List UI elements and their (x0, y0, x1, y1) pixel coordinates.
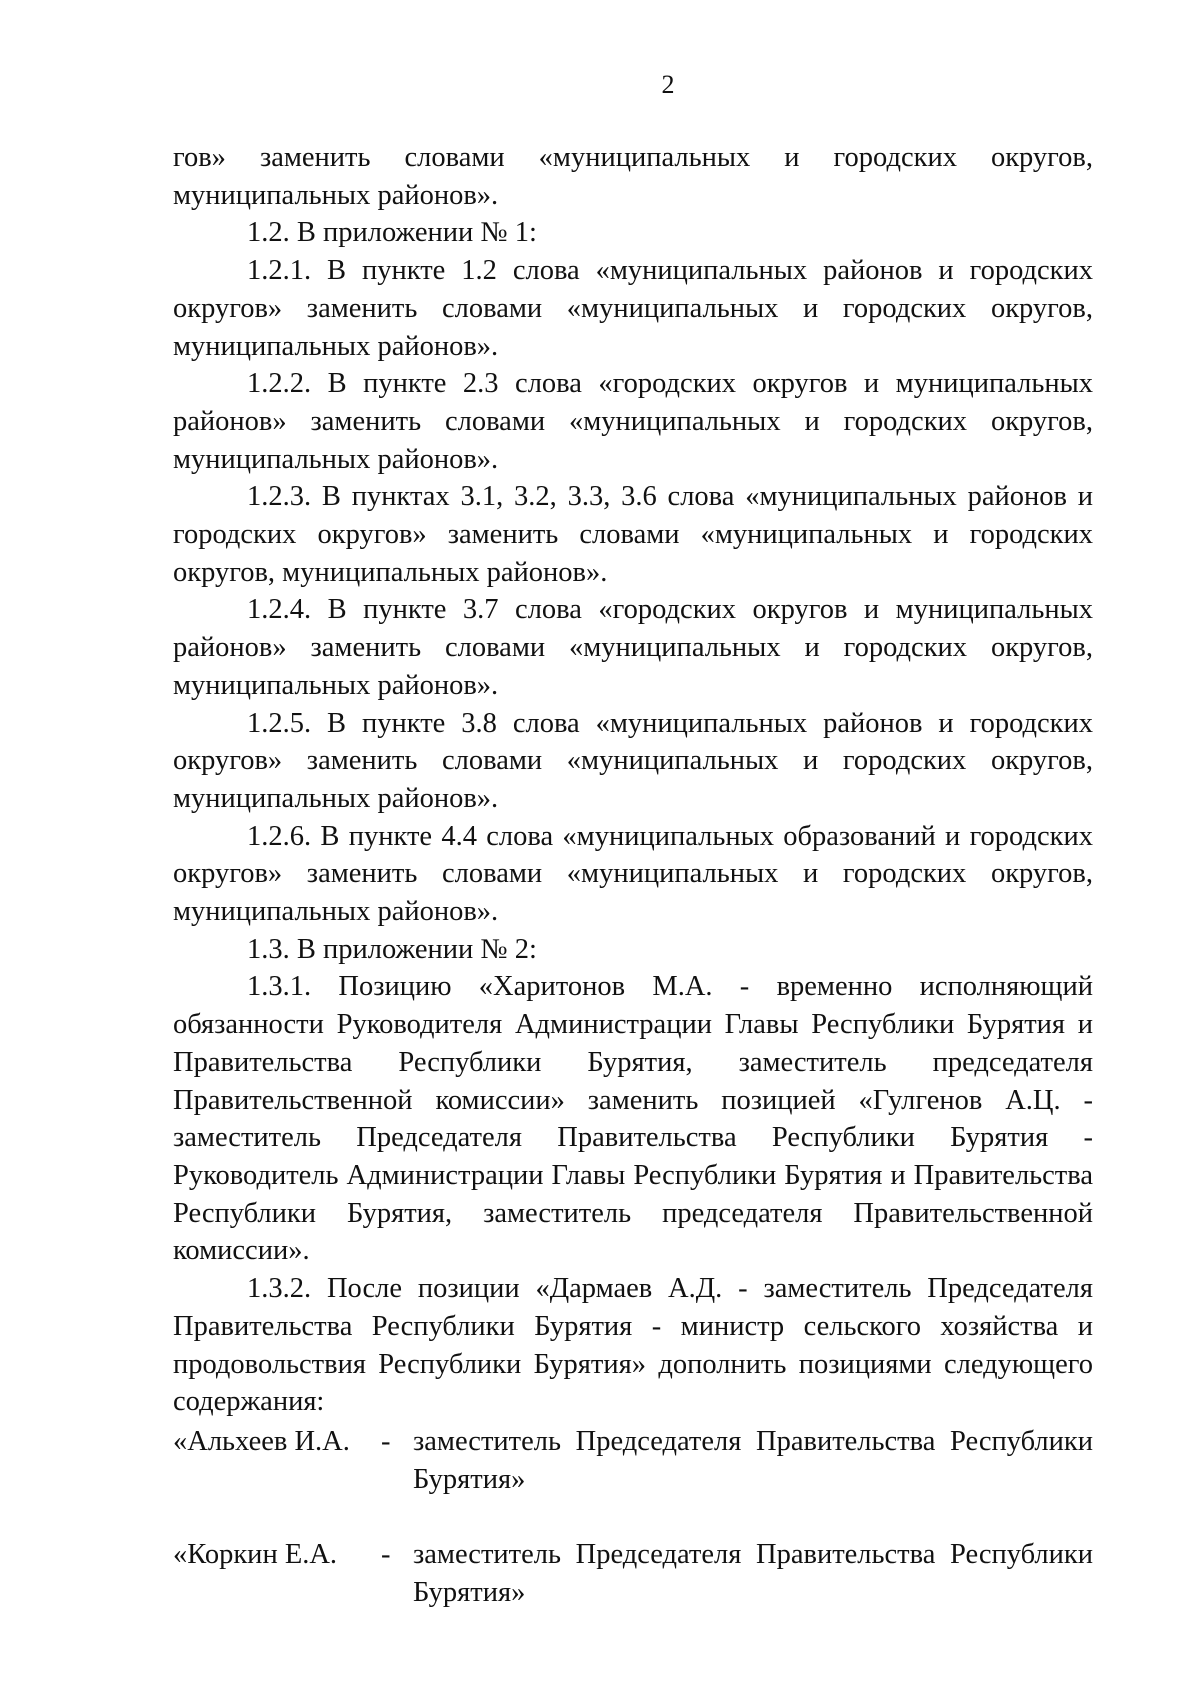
paragraph: 1.3.1. Позицию «Харитонов М.А. - временно исполняющий обязанности Руководителя Администрации Главы Республики Бурятия и Правительства Республики Бурятия, заместитель председателя Правительственной комиссии» заменить позицией «Гулгенов А.Ц. - заместитель Председателя Правительства Республики Бурятия - Руководитель Администрации Главы Республики Бурятия и Правительства Республики Бурятия, заместитель председателя Правительственной комиссии». (173, 971, 1093, 1267)
paragraph: 1.2.4. В пункте 3.7 слова «городских округов и муниципальных районов» заменить словами «муниципальных и городских округов, муниципальных районов». (173, 594, 1093, 701)
position-entry (173, 1536, 1093, 1611)
paragraph: 1.2.5. В пункте 3.8 слова «муниципальных районов и городских округов» заменить словами «муниципальных и городских округов, муниципальных районов». (173, 707, 1093, 814)
paragraph: 1.2.2. В пункте 2.3 слова «городских округов и муниципальных районов» заменить словами «муниципальных и городских округов, муниципальных районов». (173, 368, 1093, 475)
page-number: 2 (661, 70, 675, 99)
position-entry (173, 1423, 1093, 1498)
position-name: «Коркин Е.А. (173, 1539, 338, 1571)
position-description: заместитель Председателя Правительства Республики Бурятия» (413, 1425, 1093, 1495)
position-dash: - (381, 1539, 391, 1571)
position-dash: - (381, 1425, 391, 1457)
paragraph: 1.3. В приложении № 2: (247, 933, 537, 965)
paragraph: 1.2.1. В пункте 1.2 слова «муниципальных районов и городских округов» заменить словами «муниципальных и городских округов, муниципальных районов». (173, 255, 1093, 362)
paragraph: гов» заменить словами «муниципальных и городских округов, муниципальных районов». (173, 142, 1093, 211)
document-body (173, 139, 1093, 1612)
paragraph: 1.2. В приложении № 1: (247, 217, 537, 249)
positions-list (173, 1423, 1093, 1612)
position-description: заместитель Председателя Правительства Республики Бурятия» (413, 1539, 1093, 1609)
paragraph: 1.2.3. В пунктах 3.1, 3.2, 3.3, 3.6 слова «муниципальных районов и городских округов» заменить словами «муниципальных и городских округов, муниципальных районов». (173, 481, 1093, 588)
paragraph: 1.2.6. В пункте 4.4 слова «муниципальных образований и городских округов» заменить словами «муниципальных и городских округов, муниципальных районов». (173, 820, 1093, 928)
paragraph: 1.3.2. После позиции «Дармаев А.Д. - заместитель Председателя Правительства Республики Бурятия - министр сельского хозяйства и продовольствия Республики Бурятия» дополнить позициями следующего содержания: (173, 1273, 1093, 1418)
position-name: «Альхеев И.А. (173, 1425, 350, 1457)
